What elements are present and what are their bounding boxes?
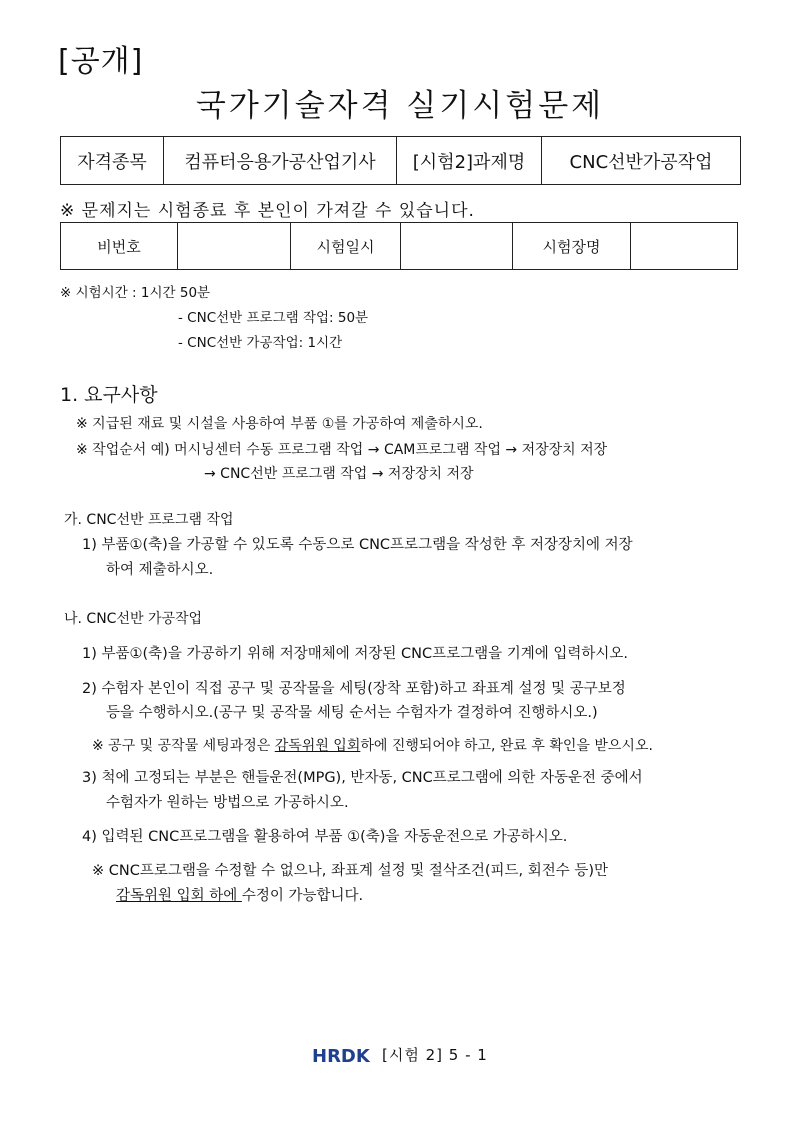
- label-exam-site: 시험장명: [513, 223, 631, 270]
- label-qualification: 자격종목: [61, 137, 164, 185]
- logo-text: HRDK: [312, 1045, 370, 1065]
- note2-text-post: 수정이 가능합니다.: [241, 888, 364, 904]
- na-item-2-cont: 등을 수행하시오.(공구 및 공작물 세팅 순서는 수험자가 결정하여 진행하시오.): [106, 705, 598, 721]
- note2-text-underlined: 감독위원 입회 하에: [116, 888, 242, 904]
- time-machining: - CNC선반 가공작업: 1시간: [178, 335, 343, 351]
- value-qualification: 컴퓨터응용가공산업기사: [164, 137, 397, 185]
- na-item-1: 1) 부품①(축)을 가공하기 위해 저장매체에 저장된 CNC프로그램을 기계에 입력하시오.: [82, 646, 628, 662]
- time-total: ※ 시험시간 : 1시간 50분: [60, 285, 211, 301]
- note-text-post: 하에 진행되어야 하고, 완료 후 확인을 받으시오.: [360, 738, 653, 754]
- value-task-name: CNC선반가공작업: [542, 137, 741, 185]
- candidate-table: [60, 222, 738, 270]
- na-item-3: 3) 척에 고정되는 부분은 핸들운전(MPG), 반자동, CNC프로그램에 의한 자동운전 중에서: [82, 770, 643, 786]
- note-materials: ※ 지급된 재료 및 시설을 사용하여 부품 ①를 가공하여 제출하시오.: [76, 416, 483, 432]
- ga-item-1: 1) 부품①(축)을 가공할 수 있도록 수동으로 CNC프로그램을 작성한 후 저장장치에 저장: [82, 537, 633, 553]
- blank-exam-site: [631, 223, 738, 270]
- note-text-pre: ※ 공구 및 공작물 세팅과정은: [92, 738, 275, 754]
- label-task-name: [시험2]과제명: [397, 137, 542, 185]
- subsection-ga-title: 가. CNC선반 프로그램 작업: [64, 512, 234, 528]
- info-table: [60, 136, 741, 185]
- time-program: - CNC선반 프로그램 작업: 50분: [178, 310, 369, 326]
- note-order: ※ 작업순서 예) 머시닝센터 수동 프로그램 작업 → CAM프로그램 작업 → 저장장치 저장: [76, 442, 608, 458]
- label-seat-number: 비번호: [61, 223, 178, 270]
- note-text-underlined: 감독위원 입회: [274, 738, 361, 754]
- page-footer: [312, 1044, 488, 1065]
- label-exam-date: 시험일시: [291, 223, 401, 270]
- na-item-2-note: [92, 735, 653, 755]
- subsection-na-title: 나. CNC선반 가공작업: [64, 611, 203, 627]
- page-title: 국가기술자격 실기시험문제: [195, 88, 605, 124]
- note-order-cont: → CNC선반 프로그램 작업 → 저장장치 저장: [204, 466, 474, 482]
- notice-text: ※ 문제지는 시험종료 후 본인이 가져갈 수 있습니다.: [60, 201, 475, 221]
- page-number: [시험 2] 5 - 1: [382, 1046, 488, 1064]
- ga-item-1-cont: 하여 제출하시오.: [106, 562, 214, 578]
- na-item-3-cont: 수험자가 원하는 방법으로 가공하시오.: [106, 795, 349, 811]
- public-tag: [공개]: [58, 44, 144, 79]
- section-heading: 1. 요구사항: [60, 384, 158, 406]
- na-item-4-note-cont: [116, 884, 363, 905]
- na-item-4-note: ※ CNC프로그램을 수정할 수 없으나, 좌표계 설정 및 절삭조건(피드, 회전수 등)만: [92, 863, 609, 879]
- blank-seat-number: [178, 223, 291, 270]
- na-item-4: 4) 입력된 CNC프로그램을 활용하여 부품 ①(축)을 자동운전으로 가공하시오.: [82, 829, 568, 845]
- blank-exam-date: [401, 223, 513, 270]
- na-item-2: 2) 수험자 본인이 직접 공구 및 공작물을 세팅(장착 포함)하고 좌표계 설정 및 공구보정: [82, 681, 626, 697]
- hrdk-logo-icon: [312, 1045, 374, 1065]
